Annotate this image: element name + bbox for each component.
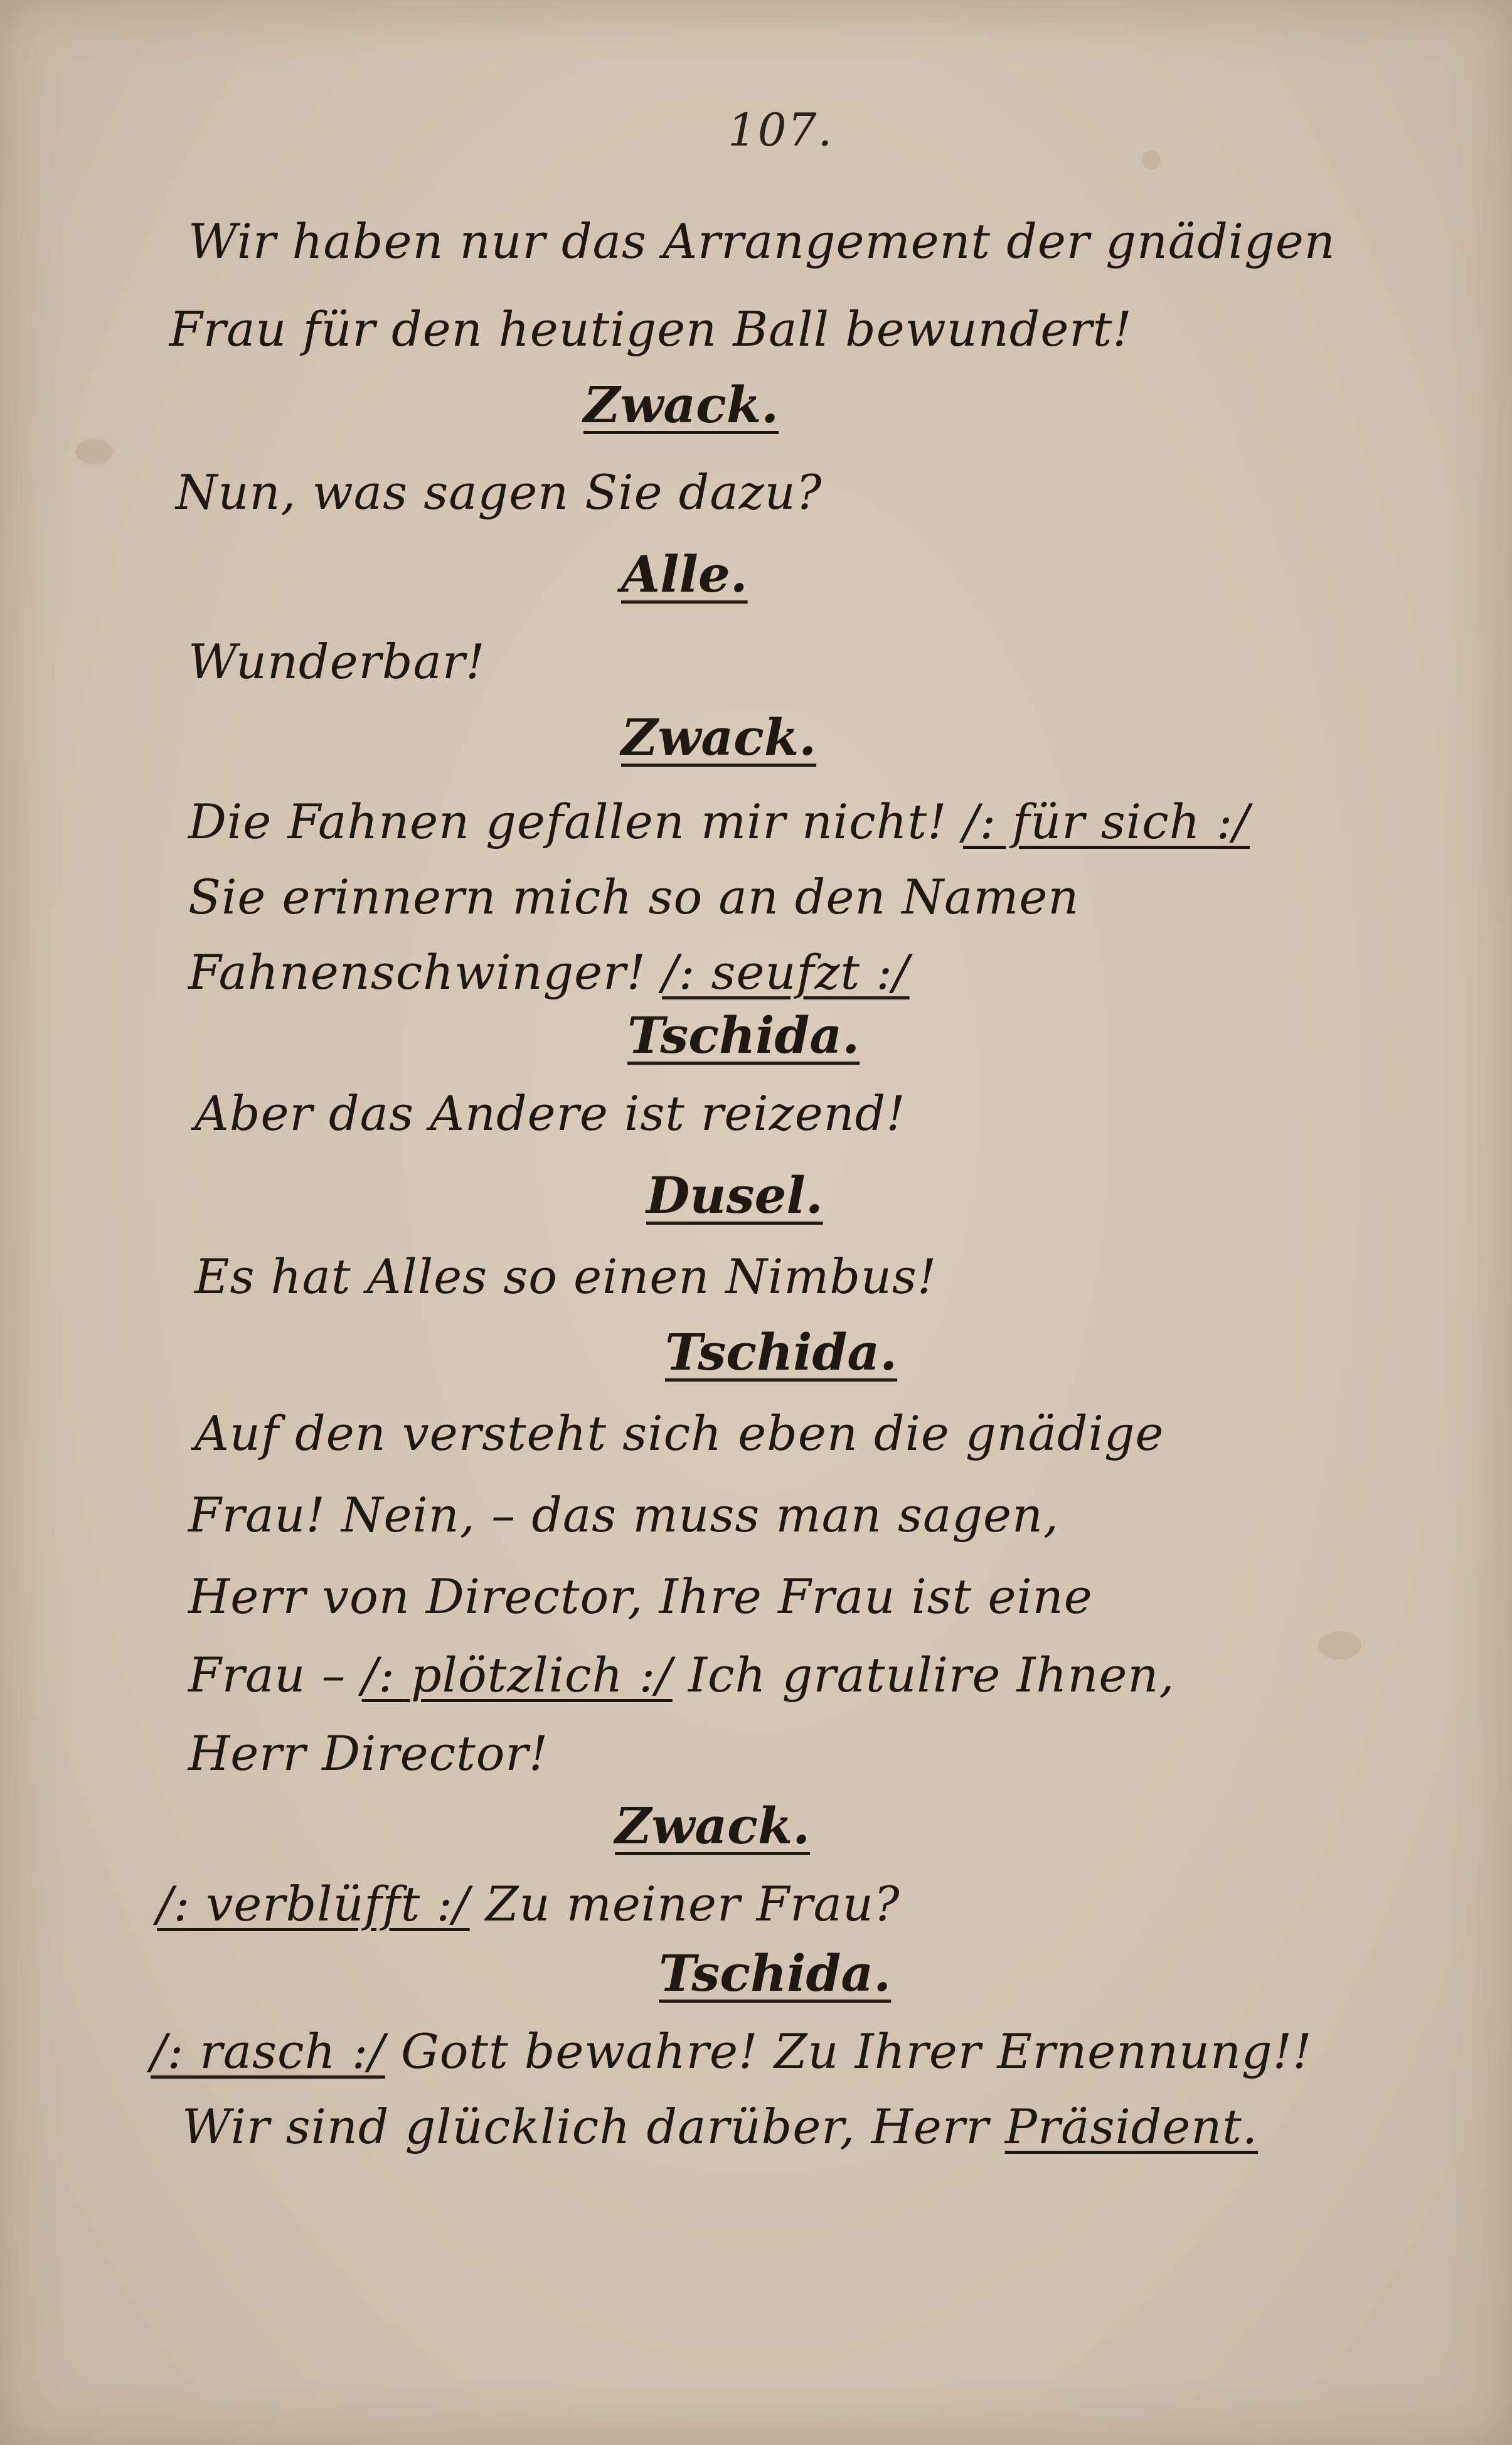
text-line-10: Auf den versteht sich eben die gnädige <box>194 1405 1164 1461</box>
spoken-text: Ich gratulire Ihnen, <box>672 1647 1175 1703</box>
page-number: 107. <box>728 104 834 156</box>
stage-direction: /: seufzt :/ <box>662 944 910 1000</box>
stage-direction: /: plötzlich :/ <box>361 1647 673 1703</box>
speaker-tschida: Tschida. <box>665 1323 898 1382</box>
text-line-4: Wunderbar! <box>188 634 486 690</box>
text-line-2: Frau für den heutigen Ball bewundert! <box>169 301 1132 357</box>
paper-stain <box>1318 1631 1361 1659</box>
underlined-title: Präsident. <box>1004 2099 1259 2155</box>
text-line-11: Frau! Nein, – das muss man sagen, <box>188 1487 1060 1543</box>
text-line-16 <box>151 2017 1312 2086</box>
speaker-dusel: Dusel. <box>646 1166 823 1225</box>
text-line-9: Es hat Alles so einen Nimbus! <box>194 1249 937 1304</box>
text-line-7 <box>188 938 910 1007</box>
spoken-text: Fahnenschwinger! <box>188 944 663 1000</box>
spoken-text: Wir sind glücklich darüber, Herr <box>182 2099 1005 2155</box>
speaker-zwack: Zwack. <box>583 375 779 434</box>
text-line-14: Herr Director! <box>188 1725 549 1781</box>
text-line-3: Nun, was sagen Sie dazu? <box>176 464 823 520</box>
speaker-zwack: Zwack. <box>621 708 817 767</box>
speaker-alle: Alle. <box>621 545 748 604</box>
text-line-8: Aber das Andere ist reizend! <box>194 1085 906 1141</box>
text-line-15 <box>157 1870 900 1939</box>
stage-direction: /: verblüfft :/ <box>157 1876 470 1932</box>
paper-stain <box>1142 151 1161 169</box>
text-line-12: Herr von Director, Ihre Frau ist eine <box>188 1569 1093 1624</box>
speaker-tschida: Tschida. <box>627 1006 860 1065</box>
text-line-1: Wir haben nur das Arrangement der gnädigen <box>188 213 1336 269</box>
stage-direction: /: für sich :/ <box>962 794 1250 850</box>
text-line-6: Sie erinnern mich so an den Namen <box>188 869 1080 925</box>
spoken-text: Zu meiner Frau? <box>469 1876 900 1932</box>
spoken-text: Die Fahnen gefallen mir nicht! <box>188 794 963 850</box>
text-line-5 <box>188 787 1250 856</box>
stage-direction: /: rasch :/ <box>151 2023 385 2079</box>
spoken-text: Frau – <box>188 1647 362 1703</box>
spoken-text: Gott bewahre! Zu Ihrer Ernennung!! <box>385 2023 1312 2079</box>
text-line-13 <box>188 1641 1175 1710</box>
speaker-tschida: Tschida. <box>659 1944 892 2003</box>
speaker-zwack: Zwack. <box>615 1796 811 1855</box>
text-line-17 <box>182 2092 1258 2161</box>
paper-stain <box>75 439 113 464</box>
